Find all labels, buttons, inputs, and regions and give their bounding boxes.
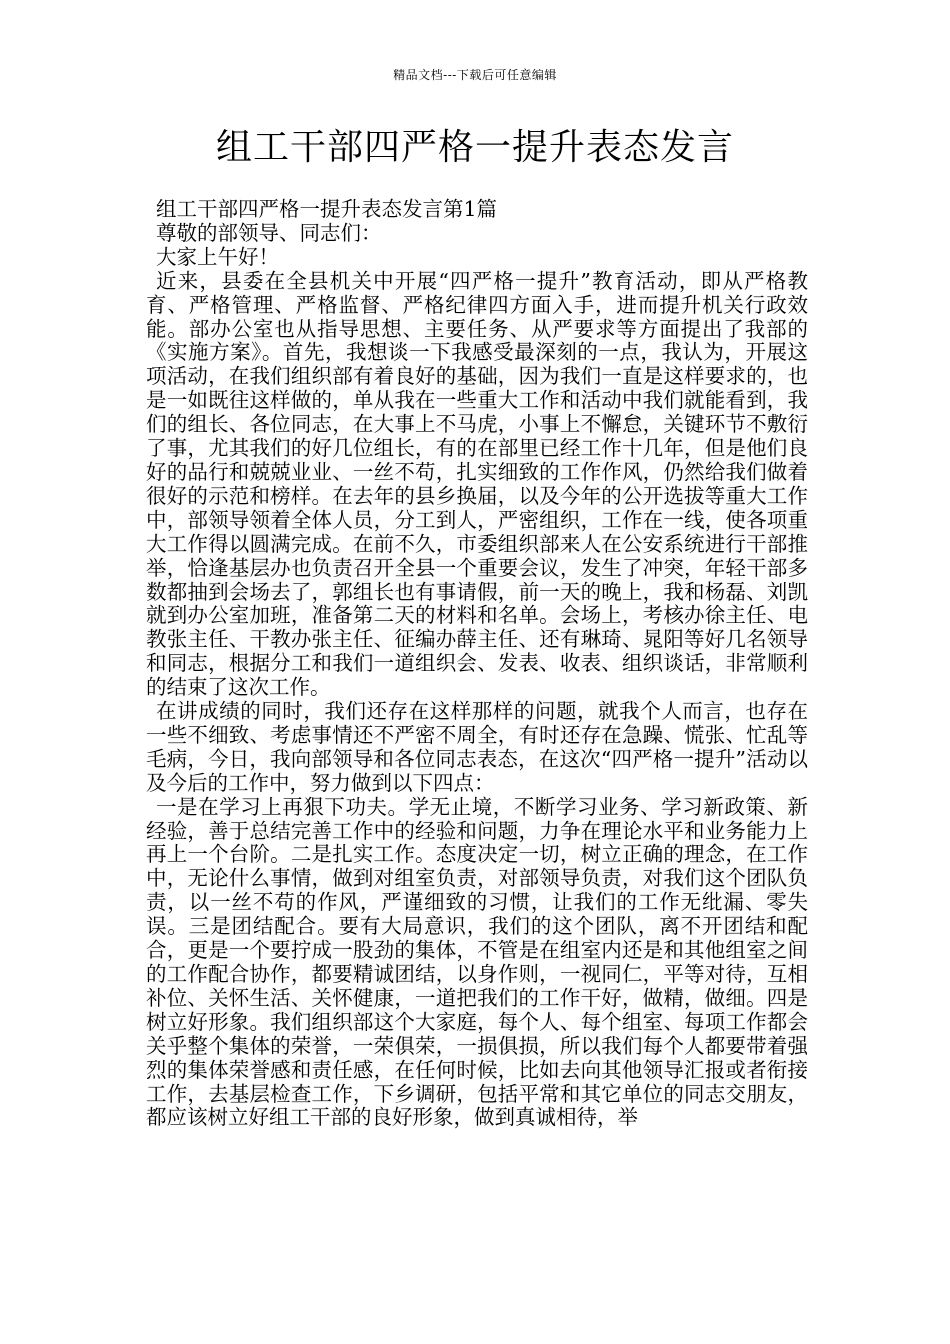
greeting-line: 尊敬的部领导、同志们： (156, 220, 382, 245)
header-note: 精品文档---下载后可任意编辑 (393, 68, 557, 82)
page-title: 组工干部四严格一提升表态发言 (215, 127, 734, 168)
salutation-line: 大家上午好！ (156, 244, 279, 269)
body-paragraph: 近来，县委在全县机关中开展“四严格一提升”教育活动，即从严格教育、严格管理、严格监督、严格纪律四方面入手，进而提升机关行政效能。部办公室也从指导思想、主要任务、从严要求等方面提出了我部的《实施方案》。首先，我想谈一下我感受最深刻的一点，我认为，开展这项活动，在我们组织部有着良好的基础，因为我们一直是这样要求的，也是一如既往这样做的，单从我在一些重大工作和活动中我们就能看到，我们的组长、各位同志，在大事上不马虎，小事上不懈怠，关键环节不敷衍了事，尤其我们的好几位组长，有的在部里已经工作十几年，但是他们良好的品行和兢兢业业、一丝不苟，扎实细致的工作作风，仍然给我们做着很好的示范和榜样。在去年的县乡换届，以及今年的公开选拔等重大工作中，部领导领着全体人员，分工到人，严密组织，工作在一线，使各项重大工作得以圆满完成。在前不久，市委组织部来人在公安系统进行干部推举，恰逢基层办也负责召开全县一个重要会议，发生了冲突，年轻干部多数都抽到会场去了，郭组长也有事请假，前一天的晚上，我和杨磊、刘凯就到办公室加班，准备第二天的材料和名单。会场上，考核办徐主任、电教张主任、干教办张主任、征编办薛主任、还有琳琦、晁阳等好几名领导和同志，根据分工和我们一道组织会、发表、收表、组织谈话，非常顺利的结束了这次工作。 (146, 268, 808, 700)
body-paragraph: 在讲成绩的同时，我们还存在这样那样的问题，就我个人而言，也存在一些不细致、考虑事情还不严密不周全，有时还存在急躁、慌张、忙乱等毛病，今日，我向部领导和各位同志表态，在这次“四严格一提升”活动以及今后的工作中，努力做到以下四点： (146, 699, 808, 795)
document-subtitle: 组工干部四严格一提升表态发言第1篇 (156, 197, 498, 221)
body-paragraph: 一是在学习上再狠下功夫。学无止境，不断学习业务、学习新政策、新经验，善于总结完善工作中的经验和问题，力争在理论水平和业务能力上再上一个台阶。二是扎实工作。态度决定一切，树立正确的理念，在工作中，无论什么事情，做到对组室负责，对部领导负责，对我们这个团队负责，以一丝不苟的作风，严谨细致的习惯，让我们的工作无纰漏、零失误。三是团结配合。要有大局意识，我们的这个团队，离不开团结和配合，更是一个要拧成一股劲的集体，不管是在组室内还是和其他组室之间的工作配合协作，都要精诚团结，以身作则，一视同仁，平等对待，互相补位、关怀生活、关怀健康，一道把我们的工作干好，做精，做细。四是树立好形象。我们组织部这个大家庭，每个人、每个组室、每项工作都会关乎整个集体的荣誉，一荣俱荣，一损俱损，所以我们每个人都要带着强烈的集体荣誉感和责任感，在任何时候，比如去向其他领导汇报或者衔接工作，去基层检查工作，下乡调研，包括平常和其它单位的同志交朋友，都应该树立好组工干部的良好形象，做到真诚相待，举 (146, 794, 808, 1130)
document-body (146, 198, 808, 1130)
